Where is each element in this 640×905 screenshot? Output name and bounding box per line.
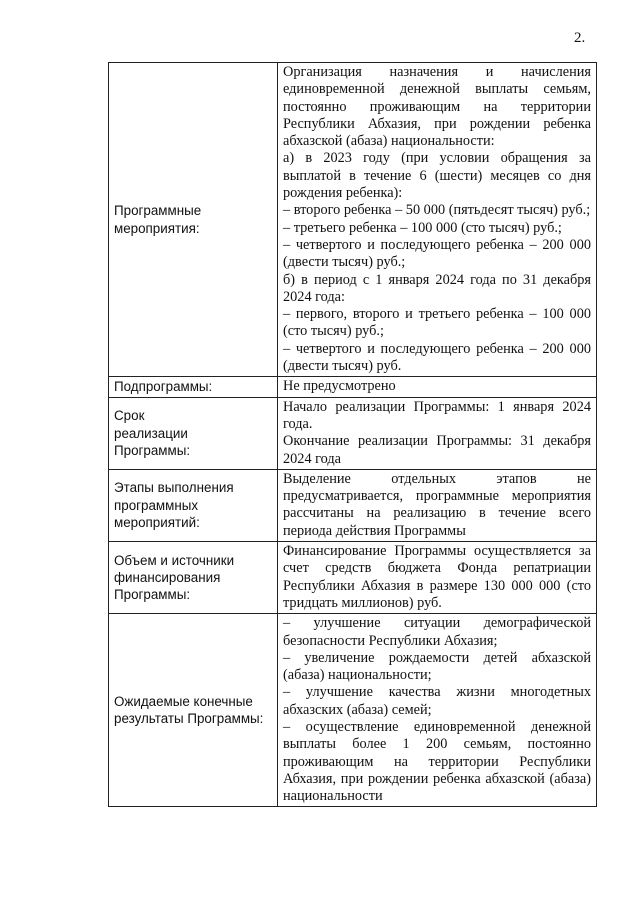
value-financing — [278, 542, 597, 614]
value-subprograms — [278, 377, 597, 397]
label-expected-results — [109, 614, 278, 807]
measures-fourth-child-2023: – четвертого и последующего ребенка – 200 000 (двести тысяч) руб.; — [283, 236, 591, 271]
measures-intro: Организация назначения и начисления единовременной денежной выплаты семьям, постоянно проживающим на территории Республики Абхазия, при рождении ребенка абхазской (абаза) национальности: — [283, 64, 591, 150]
stages-text: Выделение отдельных этапов не предусматривается, программные мероприятия рассчитаны на реализацию в течение всего периода действия Программы — [283, 470, 591, 539]
label-text: Программные мероприятия: — [114, 203, 202, 236]
table-row-implementation-period — [109, 397, 597, 469]
label-text: Этапы выполнения программных мероприятий: — [114, 480, 234, 531]
table-row-stages — [109, 469, 597, 541]
result-birth-rate: – увеличение рождаемости детей абхазской (абаза) национальности; — [283, 649, 591, 684]
label-text: Срок реализации Программы: — [114, 408, 191, 458]
label-implementation-period — [109, 397, 278, 469]
table-row-financing — [109, 542, 597, 614]
measures-first-third-child: – первого, второго и третьего ребенка – 100 000 (сто тысяч) руб.; — [283, 306, 591, 340]
value-expected-results — [278, 614, 597, 807]
subprograms-text: Не предусмотрено — [283, 378, 396, 395]
measures-item-2024: б) в период с 1 января 2024 года по 31 декабря 2024 года: — [283, 271, 591, 305]
measures-fourth-child-2024: – четвертого и последующего ребенка – 200 000 (двести тысяч) руб. — [283, 340, 591, 375]
program-passport-table — [108, 62, 597, 807]
value-implementation-period — [278, 397, 597, 469]
label-text: Объем и источники финансирования Программы: — [114, 552, 235, 603]
financing-text: Финансирование Программы осуществляется за счет средств бюджета Фонда репатриации Республики Абхазия в размере 130 000 000 (сто тридцать миллионов) руб. — [283, 543, 591, 611]
label-financing — [109, 542, 278, 614]
label-subprograms — [109, 377, 278, 397]
measures-third-child: – третьего ребенка – 100 000 (сто тысяч) руб.; — [283, 219, 562, 236]
result-payments: – осуществление единовременной денежной выплаты более 1 200 семьям, постоянно проживающим на территории Республики Абхазия, при рождении ребенка абхазской (абаза) национальности — [283, 718, 591, 805]
implementation-start: Начало реализации Программы: 1 января 2024 года. — [283, 398, 591, 432]
label-text: Ожидаемые конечные результаты Программы: — [114, 694, 264, 727]
measures-item-2023: а) в 2023 году (при условии обращения за выплатой в течение 6 (шести) месяцев со дня рождения ребенка): — [283, 150, 591, 202]
page-number: 2. — [574, 30, 586, 46]
measures-second-child: – второго ребенка – 50 000 (пятьдесят тысяч) руб.; — [283, 202, 591, 219]
implementation-end: Окончание реализации Программы: 31 декабря 2024 года — [283, 433, 591, 467]
value-program-measures — [278, 63, 597, 377]
result-demographic-security: – улучшение ситуации демографической безопасности Республики Абхазия; — [283, 615, 591, 649]
result-quality-of-life: – улучшение качества жизни многодетных абхазских (абаза) семей; — [283, 684, 591, 718]
label-text: Подпрограммы: — [114, 379, 213, 395]
table-row-program-measures — [109, 63, 597, 377]
table-row-expected-results — [109, 614, 597, 807]
label-stages — [109, 469, 278, 541]
label-program-measures — [109, 63, 278, 377]
value-stages — [278, 469, 597, 541]
table-row-subprograms — [109, 377, 597, 397]
